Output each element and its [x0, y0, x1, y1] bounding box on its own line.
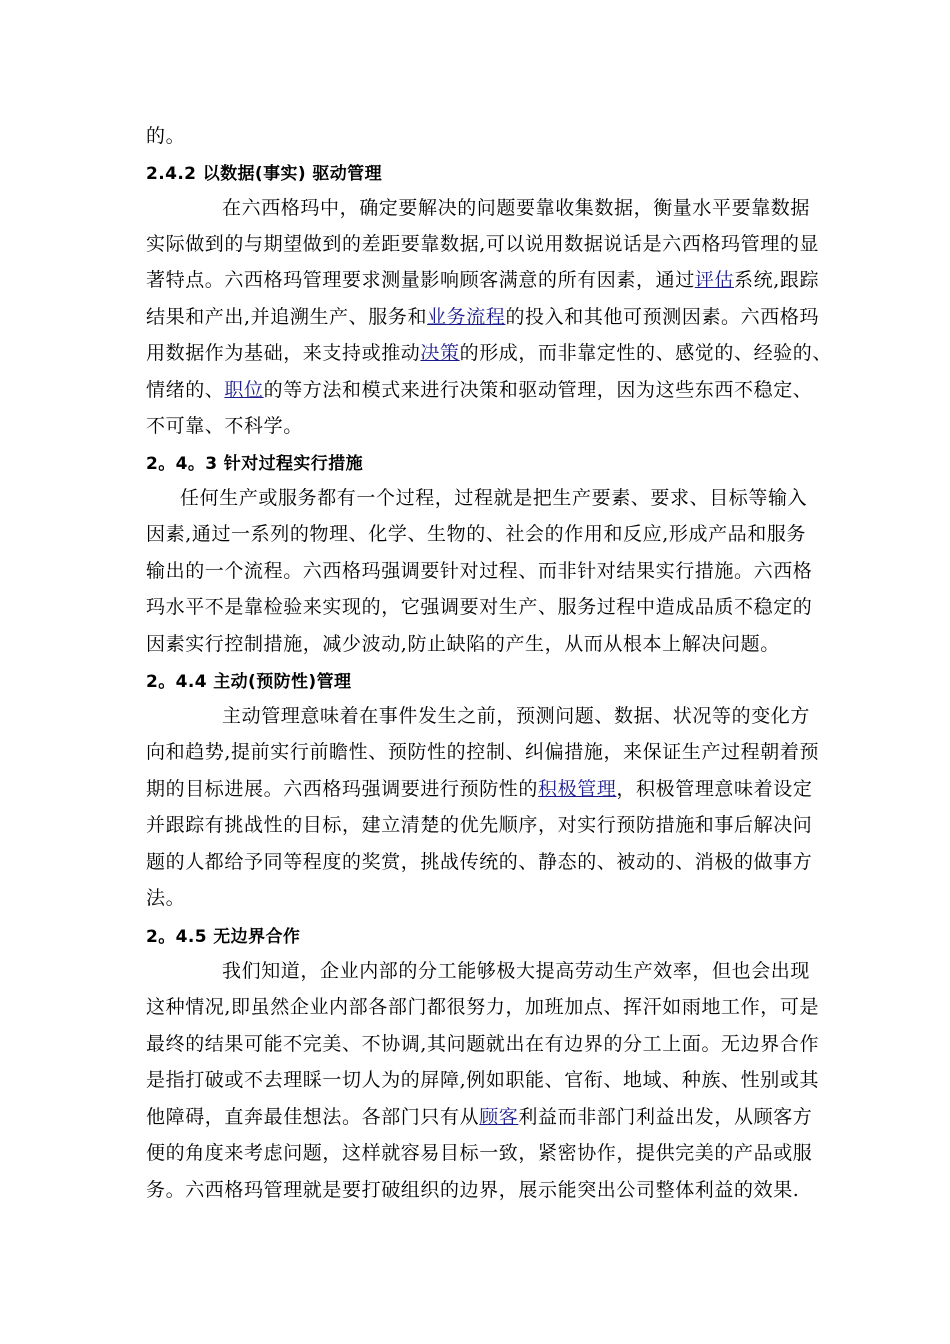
paragraph-line	[222, 196, 810, 220]
paragraph-line	[146, 268, 819, 292]
text-span: 他障碍，直奔最佳想法。各部门只有从	[146, 1106, 480, 1128]
paragraph-line	[146, 777, 812, 801]
text-span: 著特点。六西格玛管理要求测量影响顾客满意的所有因素，通过	[146, 269, 695, 291]
text-span: 并跟踪有挑战性的目标，建立清楚的优先顺序，对实行预防措施和事后解决问	[146, 814, 813, 836]
text-span: 情绪的、	[146, 379, 225, 401]
link-juece[interactable]: 决策	[420, 342, 460, 364]
paragraph-line	[146, 886, 185, 910]
text-span: 我们知道，企业内部的分工能够极大提高劳动生产效率，但也会出现	[222, 960, 811, 982]
section-heading-2-4-2	[146, 162, 382, 186]
text-span: 因素实行控制措施，减少波动,防止缺陷的产生，从而从根本上解决问题。	[146, 633, 780, 655]
heading-text: 2.4.2 以数据(事实) 驱动管理	[146, 164, 382, 184]
paragraph-line	[222, 959, 810, 983]
paragraph-line	[146, 232, 819, 256]
paragraph-line	[146, 995, 819, 1019]
text-span: 结果和产出,并追溯生产、服务和	[146, 306, 428, 328]
link-guke[interactable]: 顾客	[479, 1106, 519, 1128]
paragraph-line	[146, 1068, 819, 1092]
text-span: 期的目标进展。六西格玛强调要进行预防性的	[146, 778, 539, 800]
paragraph-line	[146, 1105, 812, 1129]
text-span: 法。	[146, 887, 186, 909]
section-heading-2-4-5	[146, 925, 300, 949]
heading-text: 2。4.4 主动(预防性)管理	[146, 672, 352, 692]
link-yewuliucheng[interactable]: 业务流程	[427, 306, 506, 328]
text-span: 任何生产或服务都有一个过程，过程就是把生产要素、要求、目标等输入	[180, 487, 808, 509]
link-jijiguanli[interactable]: 积极管理	[538, 778, 617, 800]
text-span: 的。	[146, 125, 186, 147]
text-span: 的形成，而非靠定性的、感觉的、经验的、	[459, 342, 833, 364]
text-span: 务。六西格玛管理就是要打破组织的边界，展示能突出公司整体利益的效果.	[146, 1179, 800, 1201]
text-span: 利益而非部门利益出发，从顾客方	[518, 1106, 813, 1128]
text-span: 用数据作为基础，来支持或推动	[146, 342, 421, 364]
link-pinggu[interactable]: 评估	[694, 269, 735, 291]
paragraph-line	[146, 378, 812, 402]
text-span: 输出的一个流程。六西格玛强调要针对过程、而非针对结果实行措施。六西格	[146, 560, 813, 582]
text-span: 在六西格玛中，确定要解决的问题要靠收集数据，衡量水平要靠数据	[222, 197, 811, 219]
text-span: 主动管理意味着在事件发生之前，预测问题、数据、状况等的变化方	[222, 705, 811, 727]
text-span: 向和趋势,提前实行前瞻性、预防性的控制、纠偏措施，来保证生产过程朝着预	[146, 741, 820, 763]
link-zhiwei[interactable]: 职位	[224, 379, 264, 401]
text-span: 最终的结果可能不完美、不协调,其问题就出在有边界的分工上面。无边界合作	[146, 1033, 820, 1055]
text-span: 的投入和其他可预测因素。六西格玛	[505, 306, 820, 328]
paragraph-line	[146, 595, 812, 619]
paragraph-line	[146, 305, 819, 329]
section-heading-2-4-3	[146, 452, 363, 476]
paragraph-line	[146, 341, 832, 365]
text-span: 因素,通过一系列的物理、化学、生物的、社会的作用和反应,形成产品和服务	[146, 523, 807, 545]
heading-text: 2。4.5 无边界合作	[146, 927, 301, 947]
paragraph-line	[146, 1032, 819, 1056]
text-span: ，积极管理意味着设定	[616, 778, 813, 800]
text-span: 实际做到的与期望做到的差距要靠数据,可以说用数据说话是六西格玛管理的显	[146, 233, 820, 255]
paragraph-tail	[146, 124, 185, 148]
paragraph-line	[222, 704, 810, 728]
text-span: 不可靠、不科学。	[146, 415, 303, 437]
text-span: 这种情况,即虽然企业内部各部门都很努力，加班加点、挥汗如雨地工作，可是	[146, 996, 820, 1018]
text-span: 玛水平不是靠检验来实现的，它强调要对生产、服务过程中造成品质不稳定的	[146, 596, 813, 618]
text-span: 便的角度来考虑问题，这样就容易目标一致，紧密协作，提供完美的产品或服	[146, 1142, 813, 1164]
paragraph-line	[146, 559, 812, 583]
text-span: 系统,跟踪	[734, 269, 820, 291]
heading-text: 2。4。3 针对过程实行措施	[146, 454, 364, 474]
paragraph-line	[146, 813, 812, 837]
section-heading-2-4-4	[146, 670, 351, 694]
text-span: 是指打破或不去理睬一切人为的屏障,例如职能、官衔、地域、种族、性别或其	[146, 1069, 820, 1091]
paragraph-line	[146, 414, 303, 438]
paragraph-line	[146, 1141, 812, 1165]
paragraph-line	[146, 522, 806, 546]
paragraph-line	[146, 850, 812, 874]
paragraph-line	[146, 1178, 799, 1202]
paragraph-line	[180, 486, 807, 510]
paragraph-line	[146, 740, 819, 764]
text-span: 的等方法和模式来进行决策和驱动管理，因为这些东西不稳定、	[263, 379, 813, 401]
paragraph-line	[146, 632, 780, 656]
text-span: 题的人都给予同等程度的奖赏，挑战传统的、静态的、被动的、消极的做事方	[146, 851, 813, 873]
